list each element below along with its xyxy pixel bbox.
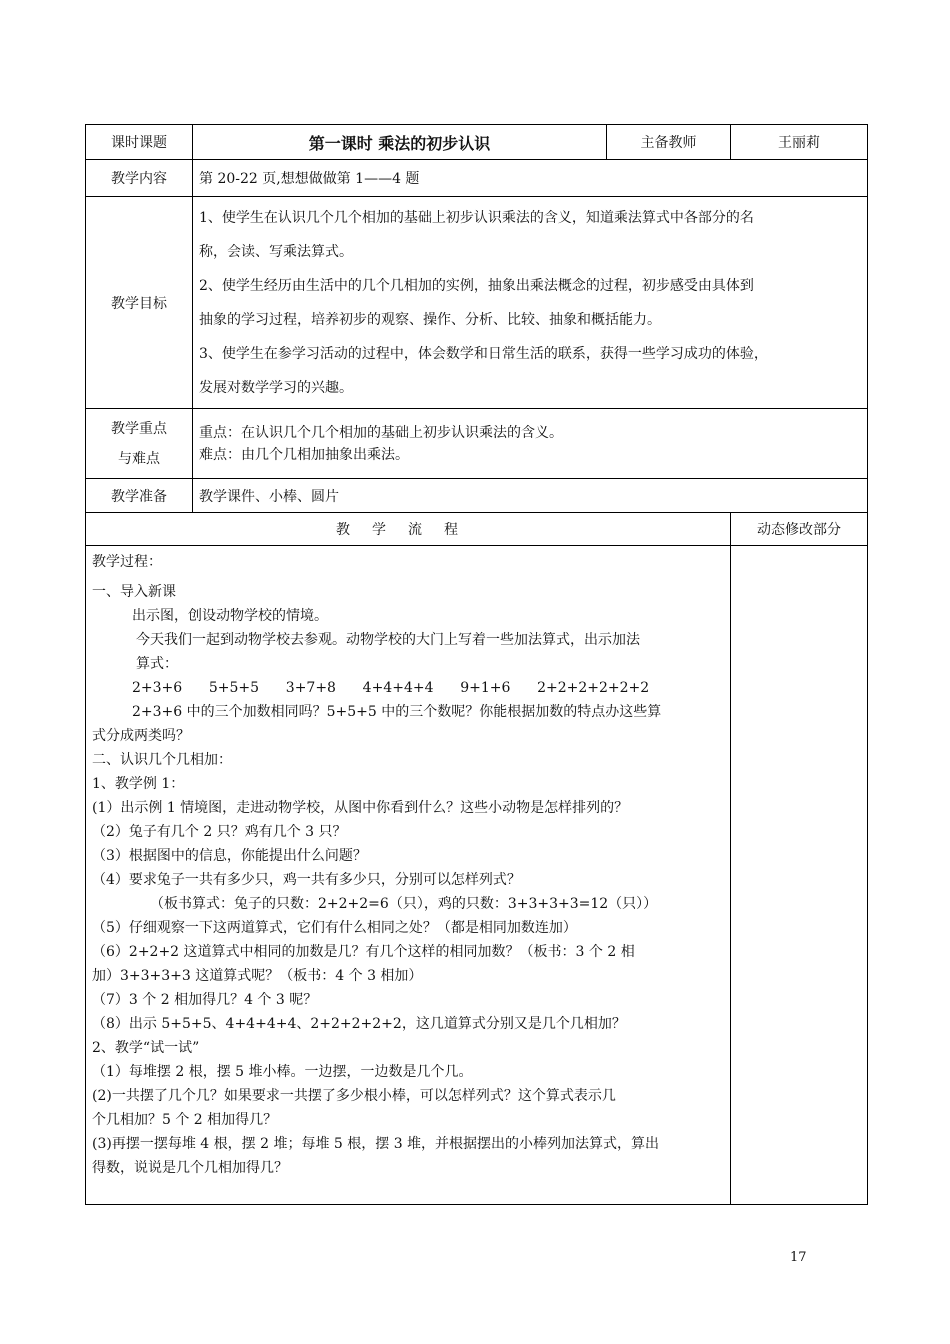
process-line: 得数，说说是几个几相加得几？: [92, 1160, 288, 1176]
process-line: 加）3+3+3+3 这道算式呢？（板书：4 个 3 相加）: [92, 968, 423, 984]
keypoints-label-line2: 与难点: [118, 450, 160, 467]
process-line: 个几相加？5 个 2 相加得几？: [92, 1112, 278, 1128]
process-row: [86, 546, 868, 1205]
process-line: （1）每堆摆 2 根，摆 5 堆小棒。一边摆，一边数是几个几。: [92, 1064, 473, 1080]
process-line: （3）根据图中的信息，你能提出什么问题？: [92, 848, 367, 864]
goals-row: [86, 197, 868, 409]
process-line: （5）仔细观察一下这两道算式，它们有什么相同之处？（都是相同加数连加）: [92, 920, 577, 936]
process-line: （板书算式：兔子的只数：2+2+2=6（只），鸡的只数：3+3+3+3=12（只））: [150, 896, 658, 912]
process-line: 2+3+6 中的三个加数相同吗？5+5+5 中的三个数呢？你能根据加数的特点办这些算: [132, 704, 662, 720]
formula: 2+2+2+2+2+2: [537, 680, 650, 696]
keypoints-label: [86, 409, 193, 479]
revision-column: [731, 546, 868, 1205]
goals-line: 称，会读、写乘法算式。: [199, 243, 353, 260]
process-text: [86, 546, 731, 1205]
content-label: 教学内容: [86, 160, 193, 197]
key-point: 重点：在认识几个几个相加的基础上初步认识乘法的含义。: [199, 424, 563, 441]
process-line: 1、教学例 1：: [92, 776, 185, 792]
lesson-title: 第一课时 乘法的初步认识: [193, 125, 607, 160]
prep-value: 教学课件、小棒、圆片: [193, 479, 868, 513]
difficulty-point: 难点：由几个几相加抽象出乘法。: [199, 446, 409, 463]
formula: 9+1+6: [460, 680, 511, 696]
section-heading: 二、认识几个几相加：: [92, 752, 232, 768]
keypoints-text: [193, 409, 868, 479]
formula: 4+4+4+4: [362, 680, 434, 696]
process-line: 式分成两类吗？: [92, 728, 190, 744]
process-line: （2）兔子有几个 2 只？鸡有几个 3 只？: [92, 824, 347, 840]
goals-line: 1、使学生在认识几个几个相加的基础上初步认识乘法的含义，知道乘法算式中各部分的名: [199, 209, 754, 226]
flow-side-header: 动态修改部分: [731, 513, 868, 546]
process-title: 教学过程：: [92, 554, 162, 570]
teacher-name: 王丽莉: [731, 125, 868, 160]
keypoints-row: [86, 409, 868, 479]
content-value: 第 20-22 页,想想做做第 1——4 题: [193, 160, 868, 197]
goals-line: 3、使学生在参学习活动的过程中，体会数学和日常生活的联系，获得一些学习成功的体验，: [199, 345, 768, 362]
process-line: (1）出示例 1 情境图，走进动物学校，从图中你看到什么？这些小动物是怎样排列的？: [92, 800, 629, 816]
process-line: 算式：: [136, 656, 178, 672]
page-number: 17: [790, 1250, 807, 1265]
goals-line: 发展对数学学习的兴趣。: [199, 379, 353, 396]
lesson-label: 课时课题: [86, 125, 193, 160]
addition-formulas: [92, 676, 724, 700]
formula: 2+3+6: [132, 680, 183, 696]
process-line: (3)再摆一摆每堆 4 根，摆 2 堆；每堆 5 根，摆 3 堆，并根据摆出的小棒列加法算式，算出: [92, 1136, 660, 1152]
lesson-title-row: [86, 125, 868, 160]
process-line: （6）2+2+2 这道算式中相同的加数是几？有几个这样的相同加数？（板书：3 个 2 相: [92, 944, 635, 960]
goals-label: 教学目标: [86, 197, 193, 409]
formula: 3+7+8: [285, 680, 336, 696]
process-line: 2、教学“试一试”: [92, 1040, 200, 1056]
goals-text: [193, 197, 868, 409]
teacher-label: 主备教师: [607, 125, 731, 160]
process-line: （8）出示 5+5+5、4+4+4+4、2+2+2+2+2，这几道算式分别又是几个几相加？: [92, 1016, 626, 1032]
prep-label: 教学准备: [86, 479, 193, 513]
goals-line: 2、使学生经历由生活中的几个几相加的实例，抽象出乘法概念的过程，初步感受由具体到: [199, 277, 754, 294]
prep-row: [86, 479, 868, 513]
process-line: 出示图，创设动物学校的情境。: [132, 608, 328, 624]
section-heading: 一、导入新课: [92, 584, 176, 600]
goals-line: 抽象的学习过程，培养初步的观察、操作、分析、比较、抽象和概括能力。: [199, 311, 661, 328]
process-line: 今天我们一起到动物学校去参观。动物学校的大门上写着一些加法算式，出示加法: [136, 632, 640, 648]
flow-header-row: [86, 513, 868, 546]
process-line: (2)一共摆了几个几？如果要求一共摆了多少根小棒，可以怎样列式？这个算式表示几: [92, 1088, 616, 1104]
flow-header: 教学流程: [86, 513, 731, 546]
lesson-plan-table: [85, 124, 868, 1205]
content-row: [86, 160, 868, 197]
process-line: （4）要求兔子一共有多少只，鸡一共有多少只，分别可以怎样列式？: [92, 872, 521, 888]
process-line: （7）3 个 2 相加得几？4 个 3 呢？: [92, 992, 318, 1008]
keypoints-label-line1: 教学重点: [111, 420, 167, 437]
formula: 5+5+5: [208, 680, 260, 696]
